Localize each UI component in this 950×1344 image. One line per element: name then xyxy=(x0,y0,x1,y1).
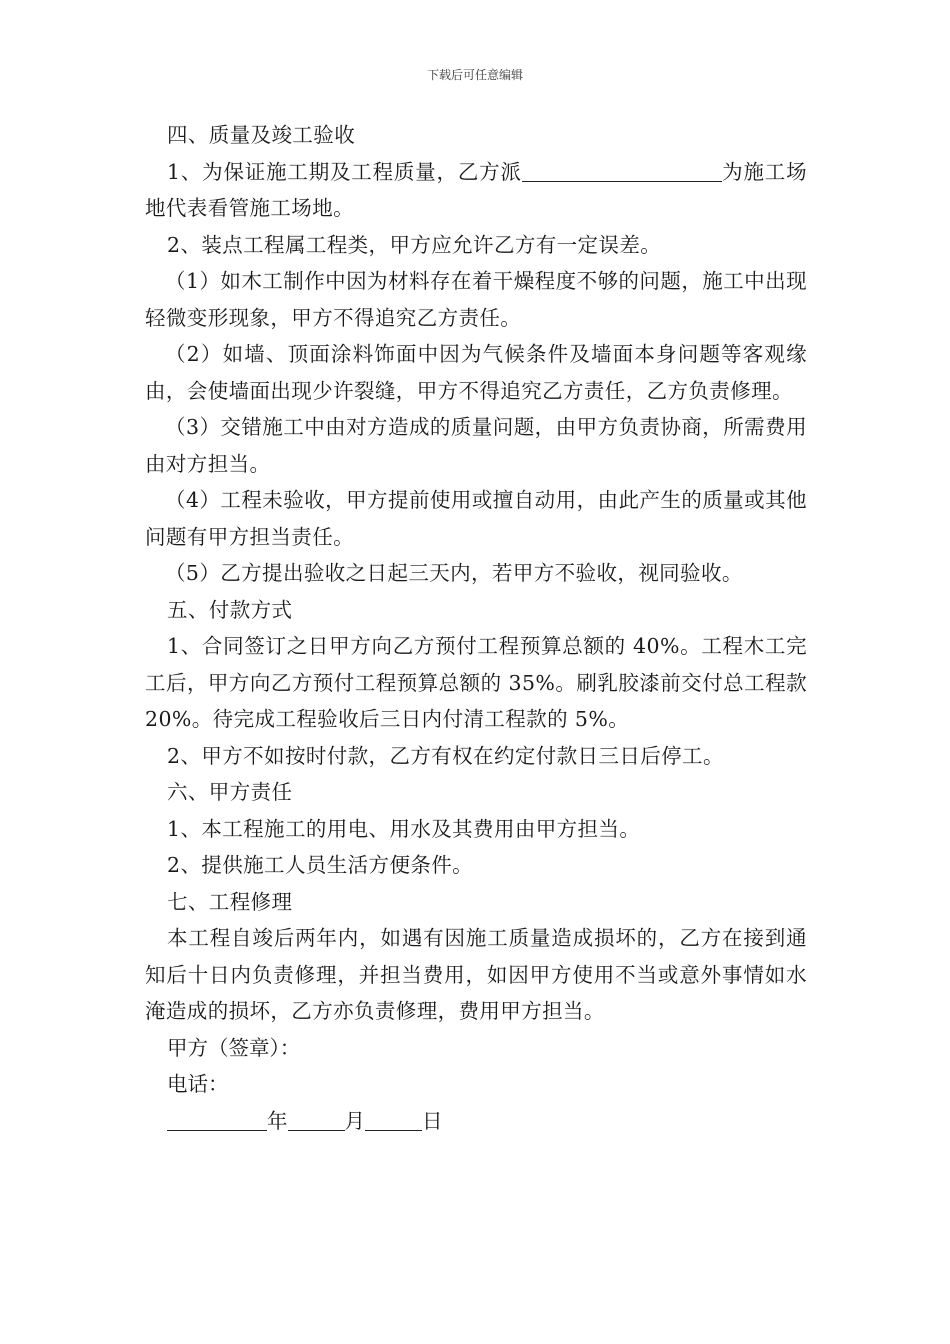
document-body xyxy=(145,117,807,1139)
section-heading-payment: 五、付款方式 xyxy=(167,597,293,622)
paragraph-quality-1 xyxy=(145,154,807,227)
section-heading-quality: 四、质量及竣工验收 xyxy=(167,123,356,147)
paragraph-party-a-1: 1、本工程施工的用电、用水及其费用由甲方担当。 xyxy=(167,816,641,841)
paragraph-payment-1: 1、合同签订之日甲方向乙方预付工程预算总额的 40%。工程木工完工后，甲方向乙方预付工程预算总额的 35%。刷乳胶漆前交付总工程款 20%。待完成工程验收后三日内付清工程款的 5%。 xyxy=(145,634,807,731)
paragraph-quality-2-4: （4）工程未验收，甲方提前使用或擅自动用，由此产生的质量或其他问题有甲方担当责任。 xyxy=(145,488,807,549)
month-label: 月 xyxy=(344,1108,365,1133)
day-blank xyxy=(365,1108,422,1131)
signature-phone: 电话： xyxy=(167,1072,229,1096)
paragraph-payment-2: 2、甲方不如按时付款，乙方有权在约定付款日三日后停工。 xyxy=(167,743,724,768)
section-heading-maintenance: 七、工程修理 xyxy=(167,889,293,914)
paragraph-maintenance: 本工程自竣后两年内，如遇有因施工质量造成损坏的，乙方在接到通知后十日内负责修理，并担当费用，如因甲方使用不当或意外事情如水淹造成的损坏，乙方亦负责修理，费用甲方担当。 xyxy=(145,926,807,1023)
paragraph-quality-2: 2、装点工程属工程类，甲方应允许乙方有一定误差。 xyxy=(167,232,662,257)
paragraph-quality-1-end: 为施工场地代表看管施工场地。 xyxy=(145,159,807,220)
section-heading-party-a: 六、甲方责任 xyxy=(167,780,293,804)
paragraph-quality-2-5: （5）乙方提出验收之日起三天内，若甲方不验收，视同验收。 xyxy=(165,561,743,585)
month-blank xyxy=(288,1108,345,1131)
signature-date xyxy=(145,1103,807,1140)
paragraph-quality-2-2: （2）如墙、顶面涂料饰面中因为气候条件及墙面本身问题等客观缘由，会使墙面出现少许裂缝，甲方不得追究乙方责任，乙方负责修理。 xyxy=(145,342,807,403)
paragraph-quality-2-1: （1）如木工制作中因为材料存在着干燥程度不够的问题，施工中出现轻微变形现象，甲方不得追究乙方责任。 xyxy=(145,269,807,330)
header-note: 下载后可任意编辑 xyxy=(426,68,523,82)
representative-blank xyxy=(522,159,722,182)
paragraph-party-a-2: 2、提供施工人员生活方便条件。 xyxy=(167,853,474,877)
day-label: 日 xyxy=(422,1108,443,1133)
year-label: 年 xyxy=(267,1108,288,1133)
year-blank xyxy=(167,1108,267,1131)
paragraph-quality-1-start: 1、为保证施工期及工程质量，乙方派 xyxy=(167,159,522,184)
signature-party-a: 甲方（签章）： xyxy=(167,1035,301,1060)
paragraph-quality-2-3: （3）交错施工中由对方造成的质量问题，由甲方负责协商，所需费用由对方担当。 xyxy=(145,415,807,476)
